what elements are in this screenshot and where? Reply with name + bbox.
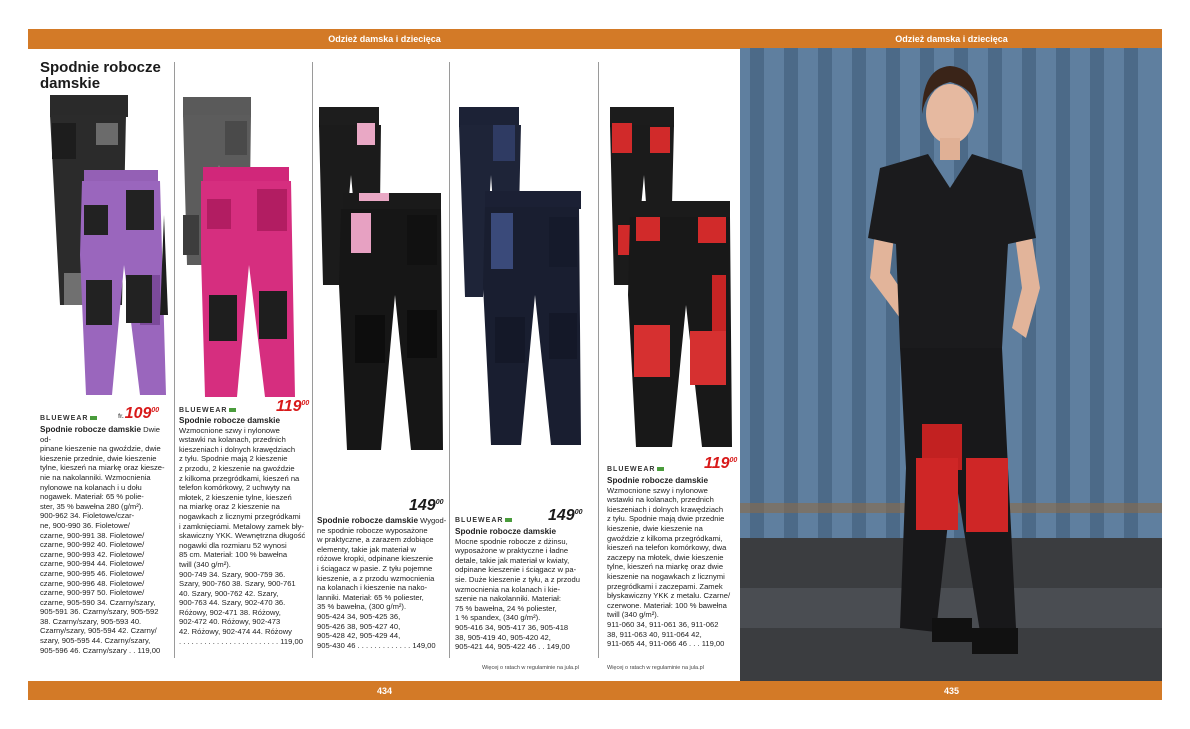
description-line: 38. Czarny/szary, 905-593 40. <box>40 616 142 626</box>
header-band-left <box>28 29 741 49</box>
description-line: ne spodnie robocze wyposażone <box>317 525 428 535</box>
description-line: tylne, kieszeń na miarkę oraz dwie <box>607 562 724 572</box>
description-line: czarne, 905-590 34. Czarny/szary, <box>40 597 156 607</box>
description-line: z przodu, 2 kieszenie na gwoździe <box>179 463 295 473</box>
column-divider <box>598 62 599 658</box>
price-main: 149 <box>409 497 436 514</box>
price-main: 109 <box>124 405 152 422</box>
description-line: młotek, 2 kieszenie tylne, kieszeń <box>179 492 292 502</box>
price-tag <box>409 497 444 515</box>
description-line: 900-763 44. Szary, 902-470 36. <box>179 598 286 608</box>
description-line: 35 % bawełna, (300 g/m²). <box>317 602 407 612</box>
description-line: 905-416 34, 905-417 36, 905-418 <box>455 622 569 632</box>
page-number-left: 434 <box>376 685 393 696</box>
description-line: różowe kropki, odpinane kieszenie <box>317 554 434 564</box>
flag-icon <box>505 518 512 522</box>
description-line: zaczepy na młotek, dwie kieszenie <box>607 552 724 562</box>
description-line: błyskawiczny YKK z metalu. Czarne/ <box>607 591 731 601</box>
page-number-right: 435 <box>943 685 960 696</box>
description-line: kieszenie na nogawkach z licznymi <box>607 571 725 581</box>
price-cents: 00 <box>301 400 310 407</box>
description-line: wstawki na kolanach, przednich <box>607 495 714 505</box>
description-line: z tyłu. Spodnie mają dwie przednie <box>607 514 725 524</box>
description-line: szenie na nakolanniki. Materiał: <box>455 594 561 604</box>
description-line: 38, 905-419 40, 905-420 42, <box>455 632 551 642</box>
product-title: Spodnie robocze damskie <box>317 516 419 525</box>
description-line: skawiczny YKK. Wewnętrzna długość <box>179 531 306 541</box>
column-divider <box>449 62 450 658</box>
description-line: nylonowe na kolanach i u dołu <box>40 482 142 492</box>
brand-name: BLUEWEAR <box>607 466 656 473</box>
description-line: telefon komórkowy, 2 uchwyty na <box>179 483 291 493</box>
description-line: Wzmocnione szwy i nylonowe <box>607 485 708 495</box>
description-line: Dwie od- <box>40 425 161 444</box>
description-line: 905-421 44, 905-422 46 . . 149,00 <box>455 642 570 652</box>
description-line: kieszenie, dwie kieszenie na <box>607 523 703 533</box>
description-line: Wygod- <box>418 516 447 525</box>
description-line: 85 cm. Materiał: 100 % bawełna <box>179 550 288 560</box>
price-tag <box>548 507 583 525</box>
description-line: wyposażone w praktyczne i ładne <box>455 546 569 556</box>
description-line: 905-430 46 . . . . . . . . . . . . . 149,00 <box>317 640 436 650</box>
description-line: przegródkami i zaczepami. Zamek <box>607 581 723 591</box>
product-description <box>455 527 595 652</box>
description-line: 900-749 34. Szary, 900-759 36. <box>179 569 286 579</box>
description-line: 42. Różowy, 902-474 44. Różowy <box>179 627 292 637</box>
column-divider <box>174 62 175 658</box>
product-image-denim-pants <box>455 105 590 455</box>
flag-icon <box>90 416 97 420</box>
description-line: lanniki. Materiał: 65 % poliester, <box>317 592 424 602</box>
description-line: ne, 900-990 36. Fioletowe/ <box>40 520 130 530</box>
brand-name: BLUEWEAR <box>179 407 228 414</box>
description-line: czarne, 900-995 46. Fioletowe/ <box>40 568 145 578</box>
description-line: Szary, 900-760 38. Szary, 900-761 <box>179 579 296 589</box>
model-photo <box>740 48 1162 681</box>
description-line: 911-065 44, 911-066 46 . . . 119,00 <box>607 639 725 649</box>
description-line: Różowy, 902-471 38. Różowy, <box>179 607 281 617</box>
description-line: 905-426 38, 905-427 40, <box>317 621 401 631</box>
description-line: 902-472 40. Różowy, 902-473 <box>179 617 281 627</box>
price-cents: 00 <box>729 457 738 464</box>
description-line: Wzmocnione szwy i nylonowe <box>179 425 280 435</box>
product-image-red-black-pants <box>604 105 736 455</box>
description-line: Mocne spodnie robocze z dżinsu, <box>455 536 568 546</box>
description-line: 905-591 36. Czarny/szary, 905-592 <box>40 607 159 617</box>
description-line: czarne, 900-993 42. Fioletowe/ <box>40 549 145 559</box>
description-line: twill (340 g/m²). <box>607 610 659 620</box>
description-line: czarne, 900-997 50. Fioletowe/ <box>40 588 145 598</box>
description-line: gwoździe z kilkoma przegródkami, <box>607 533 723 543</box>
column-divider <box>312 62 313 658</box>
description-line: w praktyczne, a zarazem zdobiące <box>317 535 434 545</box>
price-prefix: fr. <box>118 414 124 420</box>
description-line: szary, 905-595 44. Czarny/szary, <box>40 636 151 646</box>
product-image-black-pink-pants <box>315 105 445 455</box>
brand-logo <box>607 466 664 473</box>
description-line: nogawki dla rozmiaru 52 wynosi <box>179 540 287 550</box>
description-line: czarne, 900-994 44. Fioletowe/ <box>40 559 145 569</box>
description-line: Czarny/szary, 905-594 42. Czarny/ <box>40 626 157 636</box>
product-title: Spodnie robocze damskie <box>455 527 557 536</box>
brand-logo <box>455 517 512 524</box>
brand-logo <box>40 415 97 422</box>
price-main: 119 <box>704 455 730 472</box>
description-line: ster, 35 % bawełna 280 (g/m²). <box>40 501 144 511</box>
description-line: 911-060 34, 911-061 36, 911-062 <box>607 619 719 629</box>
price-cents: 00 <box>574 509 583 516</box>
product-title: Spodnie robocze damskie <box>40 425 142 434</box>
price-main: 119 <box>276 398 302 415</box>
product-description <box>179 416 309 646</box>
price-tag <box>276 398 309 416</box>
footer-band-left <box>28 681 741 700</box>
description-line: 75 % bawełna, 24 % poliester, <box>455 603 557 613</box>
header-title-right: Odzież damska i dziecięca <box>895 34 1008 44</box>
section-heading: Spodnie robocze damskie <box>40 59 161 92</box>
description-line: nogawkach z licznymi przegródkami <box>179 511 301 521</box>
description-line: czarne, 900-996 48. Fioletowe/ <box>40 578 145 588</box>
description-line: pinane kieszenie na gwoździe, dwie <box>40 444 161 454</box>
description-line: tylne, kieszeń na miarkę oraz kiesze- <box>40 463 165 473</box>
description-line: na kolanach i kieszenie na nako- <box>317 583 428 593</box>
description-line: detale, takie jak materiał w kwiaty, <box>455 555 570 565</box>
description-line: i ściągacz w pasie. Z tyłu pojemne <box>317 563 433 573</box>
description-line: 38, 911-063 40, 911-064 42, <box>607 629 702 639</box>
brand-name: BLUEWEAR <box>40 415 89 422</box>
price-tag <box>118 405 159 423</box>
header-title-left: Odzież damska i dziecięca <box>328 34 441 44</box>
price-cents: 00 <box>435 499 444 506</box>
product-title: Spodnie robocze damskie <box>607 476 709 485</box>
description-line: wstawki na kolanach, przednich <box>179 435 286 445</box>
brand-logo <box>179 407 236 414</box>
description-line: sie. Duże kieszenie z tyłu, a z przodu <box>455 574 580 584</box>
description-line: 900-962 34. Fioletowe/czar- <box>40 511 135 521</box>
description-line: czerwone. Materiał: 100 % bawełna <box>607 600 727 610</box>
description-line: kieszeniach i dolnych krawędziach <box>607 504 724 514</box>
product-description <box>317 516 447 650</box>
product-description <box>40 425 172 655</box>
description-line: elementy, takie jak materiał w <box>317 544 417 554</box>
description-line: na miarkę oraz 2 kieszenie na <box>179 502 280 512</box>
installment-note: Więcej o ratach w regulaminie na jula.pl <box>607 665 704 671</box>
description-line: czarne, 900-991 38. Fioletowe/ <box>40 530 145 540</box>
description-line: . . . . . . . . . . . . . . . . . . . . . . . . 119,00 <box>179 636 303 646</box>
description-line: 1 % spandex, (340 g/m²). <box>455 613 541 623</box>
description-line: 905-428 42, 905-429 44, <box>317 631 401 641</box>
description-line: i zamknięciami. Metalowy zamek bły- <box>179 521 304 531</box>
installment-note: Więcej o ratach w regulaminie na jula.pl <box>482 665 579 671</box>
description-line: kieszenie przednie, dwie kieszenie <box>40 453 157 463</box>
description-line: z kilkoma przegródkami, kieszeń na <box>179 473 300 483</box>
description-line: czarne, 900-992 40. Fioletowe/ <box>40 540 145 550</box>
description-line: nogawek. Materiał: 65 % polie- <box>40 492 144 502</box>
flag-icon <box>229 408 236 412</box>
product-title: Spodnie robocze damskie <box>179 416 281 425</box>
price-cents: 00 <box>151 407 160 414</box>
description-line: 905-596 46. Czarny/szary . . 119,00 <box>40 645 161 655</box>
product-description <box>607 476 739 649</box>
product-image-pink-pants <box>179 95 304 400</box>
price-tag <box>704 455 737 473</box>
description-line: kieszenie, a z przodu wzmocnienia <box>317 573 435 583</box>
flag-icon <box>657 467 664 471</box>
description-line: 905-424 34, 905-425 36, <box>317 611 401 621</box>
description-line: kieszeń na telefon komórkowy, dwa <box>607 543 727 553</box>
footer-band-right <box>741 681 1162 700</box>
description-line: 40. Szary, 900-762 42. Szary, <box>179 588 279 598</box>
product-image-purple-pants <box>44 95 169 400</box>
description-line: kieszeniach i dolnych krawędziach <box>179 444 296 454</box>
description-line: twill (340 g/m²). <box>179 559 231 569</box>
brand-name: BLUEWEAR <box>455 517 504 524</box>
description-line: nie na nakolanniki. Wzmocnienia <box>40 472 151 482</box>
header-band-right <box>741 29 1162 49</box>
description-line: wzmocnienia na kolanach i kie- <box>455 584 561 594</box>
description-line: odpinane kieszenie i ściągacz w pa- <box>455 565 577 575</box>
price-main: 149 <box>548 507 575 524</box>
description-line: z tyłu. Spodnie mają 2 kieszenie <box>179 454 288 464</box>
